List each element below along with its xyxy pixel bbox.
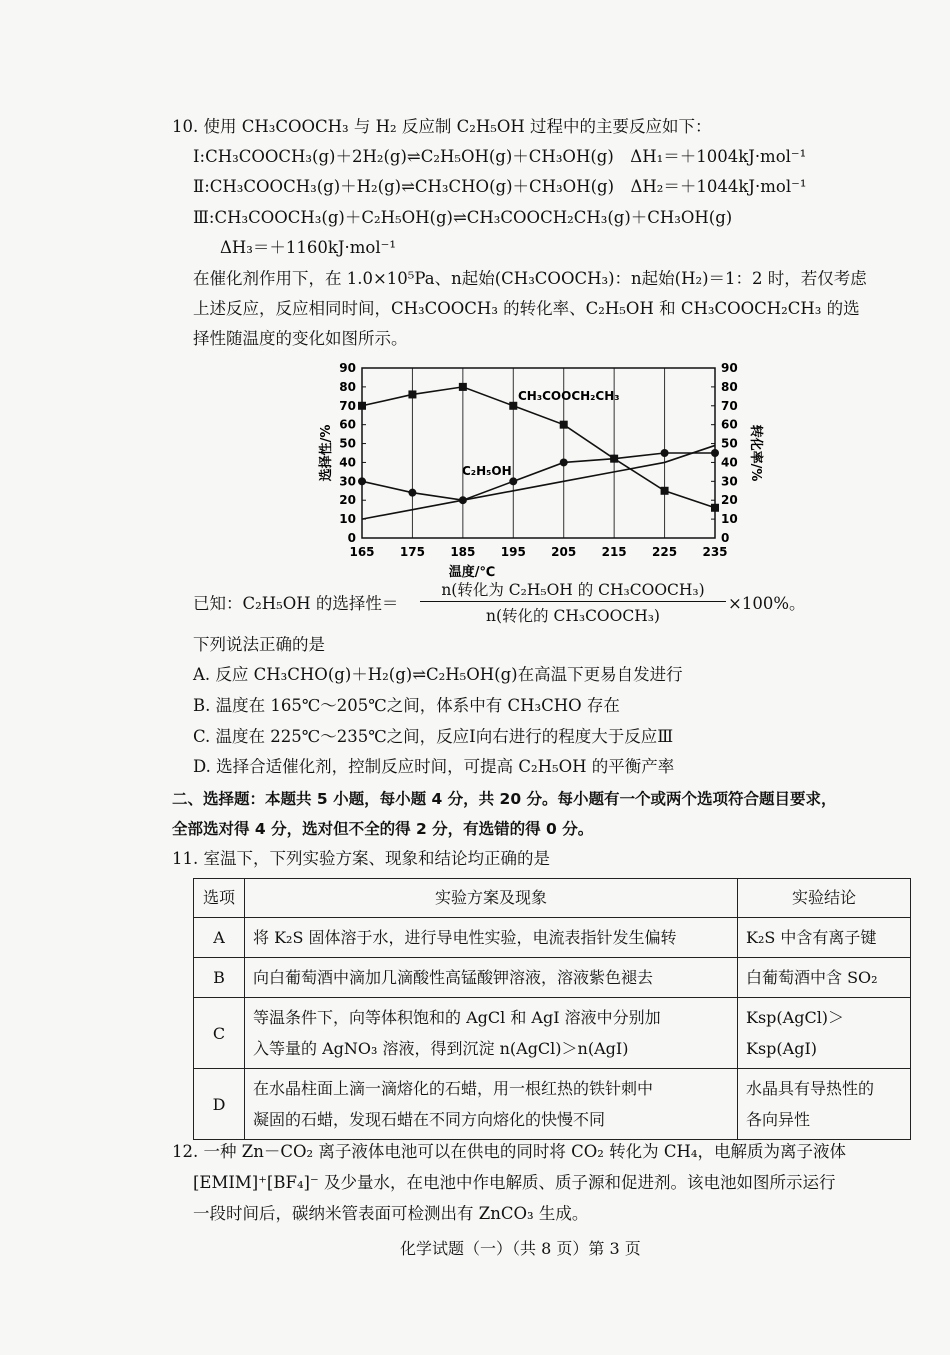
y-tick-label-right: 60 bbox=[721, 417, 738, 432]
row-scheme: 将 K₂S 固体溶于水，进行导电性实验，电流表指针发生偏转 bbox=[245, 918, 738, 958]
row-scheme-line: 在水晶柱面上滴一滴熔化的石蜡，用一根红热的铁针刺中 bbox=[253, 1079, 654, 1098]
data-point-square bbox=[408, 390, 416, 398]
series-label-ethanol: C₂H₅OH bbox=[462, 464, 512, 478]
x-tick-label: 235 bbox=[702, 545, 728, 559]
y-tick-label-left: 30 bbox=[339, 474, 356, 489]
header-conclusion: 实验结论 bbox=[738, 879, 911, 918]
reaction-2: Ⅱ:CH₃COOCH₃(g)＋H₂(g)⇌CH₃CHO(g)＋CH₃OH(g) ΔH₂＝＋1044kJ·mol⁻¹ bbox=[193, 177, 807, 196]
x-tick-label: 185 bbox=[450, 545, 476, 559]
row-conclusion: 白葡萄酒中含 SO₂ bbox=[738, 958, 911, 998]
data-point-circle bbox=[408, 489, 416, 497]
section2-line-2: 全部选对得 4 分，选对但不全的得 2 分，有选错的得 0 分。 bbox=[172, 820, 594, 838]
row-option: B bbox=[194, 958, 245, 998]
data-point-square bbox=[358, 402, 366, 410]
y-tick-label-left: 10 bbox=[339, 512, 356, 527]
q10-ask: 下列说法正确的是 bbox=[193, 635, 325, 654]
y-tick-label-left: 0 bbox=[347, 531, 356, 545]
reaction-3: Ⅲ:CH₃COOCH₃(g)＋C₂H₅OH(g)⇌CH₃COOCH₂CH₃(g)＋CH₃OH(g) bbox=[193, 208, 733, 227]
y-tick-label-right: 40 bbox=[721, 455, 738, 470]
q12-line-2: [EMIM]⁺[BF₄]⁻ 及少量水，在电池中作电解质、质子源和促进剂。该电池如图所示运行 bbox=[193, 1173, 836, 1192]
q12-line-1: 12. 一种 Zn－CO₂ 离子液体电池可以在供电的同时将 CO₂ 转化为 CH₄，电解质为离子液体 bbox=[172, 1142, 846, 1161]
y-tick-label-right: 30 bbox=[721, 474, 738, 489]
x-axis-label: 温度/℃ bbox=[448, 565, 496, 580]
page-footer: 化学试题（一）（共 8 页）第 3 页 bbox=[400, 1239, 641, 1258]
fraction-denominator: n(转化的 CH₃COOCH₃) bbox=[486, 607, 660, 625]
known-suffix: ×100%。 bbox=[728, 594, 806, 613]
y-tick-label-right: 0 bbox=[721, 531, 730, 545]
y-tick-label-right: 20 bbox=[721, 493, 738, 508]
selectivity-conversion-chart bbox=[312, 358, 763, 580]
data-point-circle bbox=[661, 449, 669, 457]
row-scheme bbox=[245, 998, 738, 1069]
table-row bbox=[194, 1069, 911, 1140]
y-axis-right-label: 转化率/% bbox=[748, 424, 763, 482]
q10-option-d: D. 选择合适催化剂，控制反应时间，可提高 C₂H₅OH 的平衡产率 bbox=[193, 757, 675, 776]
row-scheme-line: 凝固的石蜡，发现石蜡在不同方向熔化的快慢不同 bbox=[253, 1110, 606, 1129]
q12-line-3: 一段时间后，碳纳米管表面可检测出有 ZnCO₃ 生成。 bbox=[193, 1204, 589, 1223]
data-point-square bbox=[509, 402, 517, 410]
header-option: 选项 bbox=[194, 879, 245, 918]
data-point-circle bbox=[711, 449, 719, 457]
y-tick-label-left: 60 bbox=[339, 417, 356, 432]
condition-line-2: 上述反应，反应相同时间，CH₃COOCH₃ 的转化率、C₂H₅OH 和 CH₃COOCH₂CH₃ 的选 bbox=[193, 299, 860, 318]
known-prefix: 已知：C₂H₅OH 的选择性＝ bbox=[193, 594, 399, 613]
row-scheme-line: 入等量的 AgNO₃ 溶液，得到沉淀 n(AgCl)＞n(AgI) bbox=[253, 1039, 629, 1058]
x-tick-label: 215 bbox=[601, 545, 627, 559]
x-tick-label: 225 bbox=[652, 545, 678, 559]
y-tick-label-right: 90 bbox=[721, 361, 738, 375]
y-tick-label-left: 40 bbox=[339, 455, 356, 470]
x-tick-label: 195 bbox=[500, 545, 526, 559]
y-tick-label-left: 90 bbox=[339, 361, 356, 375]
row-conclusion bbox=[738, 998, 911, 1069]
data-point-square bbox=[459, 383, 467, 391]
series-label-ethyl-acetate: CH₃COOCH₂CH₃ bbox=[518, 389, 620, 403]
y-tick-label-right: 50 bbox=[721, 436, 738, 451]
series-line-2 bbox=[362, 445, 715, 519]
reaction-3-enthalpy: ΔH₃＝＋1160kJ·mol⁻¹ bbox=[220, 238, 396, 257]
data-point-circle bbox=[509, 477, 517, 485]
header-scheme: 实验方案及现象 bbox=[245, 879, 738, 918]
q10-option-b: B. 温度在 165℃～205℃之间，体系中有 CH₃CHO 存在 bbox=[193, 696, 620, 715]
row-conclusion bbox=[738, 1069, 911, 1140]
y-tick-label-right: 70 bbox=[721, 398, 738, 413]
fraction-numerator: n(转化为 C₂H₅OH 的 CH₃COOCH₃) bbox=[420, 578, 726, 602]
row-scheme-line: 等温条件下，向等体积饱和的 AgCl 和 AgI 溶液中分别加 bbox=[253, 1008, 661, 1027]
x-tick-label: 205 bbox=[551, 545, 577, 559]
data-point-square bbox=[560, 421, 568, 429]
data-point-circle bbox=[358, 477, 366, 485]
section2-line-1: 二、选择题：本题共 5 小题，每小题 4 分，共 20 分。每小题有一个或两个选项符合题目要求， bbox=[172, 790, 837, 808]
y-tick-label-right: 10 bbox=[721, 512, 738, 527]
y-tick-label-left: 70 bbox=[339, 398, 356, 413]
condition-line-3: 择性随温度的变化如图所示。 bbox=[193, 329, 408, 348]
row-conclusion: K₂S 中含有离子键 bbox=[738, 918, 911, 958]
condition-line-1: 在催化剂作用下，在 1.0×10⁵Pa、n起始(CH₃COOCH₃)：n起始(H₂)＝1：2 时，若仅考虑 bbox=[193, 269, 867, 288]
row-conclusion-line: Ksp(AgI) bbox=[746, 1039, 818, 1058]
q10-option-a: A. 反应 CH₃CHO(g)＋H₂(g)⇌C₂H₅OH(g)在高温下更易自发进行 bbox=[193, 665, 683, 684]
q10-stem: 10. 使用 CH₃COOCH₃ 与 H₂ 反应制 C₂H₅OH 过程中的主要反应如下： bbox=[172, 117, 712, 136]
x-tick-label: 165 bbox=[349, 545, 375, 559]
y-tick-label-left: 80 bbox=[339, 379, 356, 394]
data-point-circle bbox=[610, 455, 618, 463]
data-point-square bbox=[711, 504, 719, 512]
row-conclusion-line: 水晶具有导热性的 bbox=[746, 1079, 875, 1098]
y-tick-label-right: 80 bbox=[721, 379, 738, 394]
row-option: C bbox=[194, 998, 245, 1069]
selectivity-fraction bbox=[420, 578, 726, 626]
table-row bbox=[194, 918, 911, 958]
y-tick-label-left: 20 bbox=[339, 493, 356, 508]
row-option: D bbox=[194, 1069, 245, 1140]
reaction-1: Ⅰ:CH₃COOCH₃(g)＋2H₂(g)⇌C₂H₅OH(g)＋CH₃OH(g) ΔH₁＝＋1004kJ·mol⁻¹ bbox=[193, 147, 807, 166]
q11-stem: 11. 室温下，下列实验方案、现象和结论均正确的是 bbox=[172, 849, 550, 868]
x-tick-label: 175 bbox=[399, 545, 425, 559]
row-conclusion-line: Ksp(AgCl)＞ bbox=[746, 1008, 845, 1027]
data-point-square bbox=[661, 487, 669, 495]
row-scheme bbox=[245, 1069, 738, 1140]
row-conclusion-line: 各向异性 bbox=[746, 1110, 811, 1129]
y-tick-label-left: 50 bbox=[339, 436, 356, 451]
y-axis-left-label: 选择性/% bbox=[319, 424, 334, 482]
table-row bbox=[194, 958, 911, 998]
data-point-circle bbox=[560, 458, 568, 466]
experiment-table bbox=[193, 878, 911, 1140]
row-scheme: 向白葡萄酒中滴加几滴酸性高锰酸钾溶液，溶液紫色褪去 bbox=[245, 958, 738, 998]
row-option: A bbox=[194, 918, 245, 958]
q10-option-c: C. 温度在 225℃～235℃之间，反应Ⅰ向右进行的程度大于反应Ⅲ bbox=[193, 727, 674, 746]
table-row bbox=[194, 998, 911, 1069]
table-header-row bbox=[194, 879, 911, 918]
